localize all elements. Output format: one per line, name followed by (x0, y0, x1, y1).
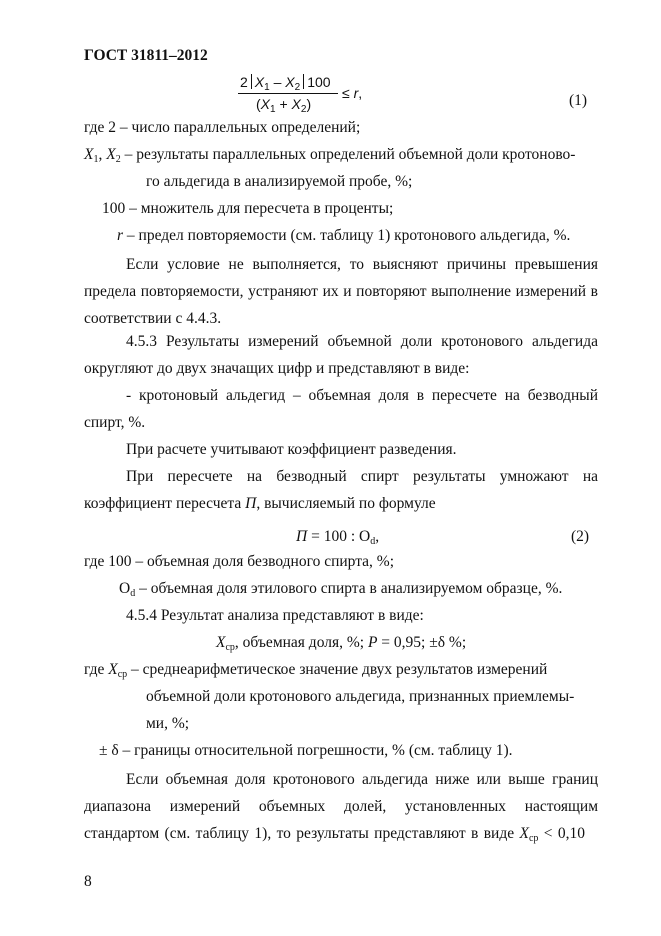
def-line-xsr-cont2: ми, %; (146, 715, 190, 732)
var-pi: П (296, 528, 308, 545)
para1-line3: соответствии с 4.4.3. (84, 310, 222, 327)
text-part: , вычисляемый по формуле (256, 495, 436, 512)
result-expression (216, 634, 466, 652)
def-line-x1x2 (84, 146, 575, 164)
var-r: r (117, 227, 124, 244)
paren-open: ( (256, 96, 261, 112)
para4-line1: При расчете учитывают коэффициент разведения. (126, 441, 457, 458)
sub-1: 1 (264, 82, 270, 93)
var-x2: X (106, 146, 116, 163)
plus-sign: + (275, 96, 292, 112)
var-x: X (108, 661, 118, 678)
para7-line3-text (84, 825, 585, 843)
den-sub-1: 1 (270, 104, 276, 115)
sub-sr: ср (117, 669, 128, 680)
fraction-bar (238, 93, 338, 94)
leq-sign: ≤ (342, 85, 354, 101)
sub-sr: ср (225, 642, 235, 653)
var-x2: X (285, 74, 295, 90)
para5-line1: При пересчете на безводный спирт результаты умножают на (126, 468, 598, 485)
numerator-coefficient: 2 (240, 74, 248, 90)
def-line-100: 100 – множитель для пересчета в проценты; (102, 200, 394, 217)
sub-d: d (370, 536, 376, 547)
def-text: – объемная доля этилового спирта в анализируемом образце, %. (135, 580, 563, 597)
sub-2: 2 (115, 154, 121, 165)
para7-line1: Если объемная доля кротонового альдегида ниже или выше границ (126, 771, 598, 788)
def-text: – среднеарифметическое значение двух результатов измерений (127, 661, 548, 678)
minus-sign: – (269, 74, 286, 90)
para1-line1: Если условие не выполняется, то выясняют причины превышения (126, 256, 598, 273)
def-line-2-count: где 2 – число параллельных определений; (84, 119, 361, 136)
para7-line3 (84, 825, 598, 843)
formula-1-number: (1) (569, 92, 588, 109)
var-pi: П (245, 495, 257, 512)
para3-line2: спирт, %. (84, 414, 146, 431)
formula-1-denominator (256, 95, 311, 113)
def-line-xsr-cont1: объемной доли кротонового альдегида, признанных приемлемы- (146, 688, 575, 705)
den-var-x1: X (260, 96, 271, 112)
para3-line1: - кротоновый альдегид – объемная доля в пересчете на безводный (126, 387, 598, 404)
var-x1: X (254, 74, 265, 90)
para2-line2: округляют до двух значащих цифр и представляют в виде: (84, 360, 470, 377)
abs-bar-left (251, 74, 252, 89)
text-part: коэффициент пересчета (84, 495, 246, 512)
text-part: = 0,95; ±δ %; (377, 634, 467, 651)
comma: , (375, 528, 380, 545)
formula-2-body: = 100 : O (307, 528, 371, 545)
sub-sr: ср (528, 833, 539, 844)
text-part: где (84, 661, 109, 678)
def-line-100-anhydrous: где 100 – объемная доля безводного спирта, %; (84, 553, 395, 570)
text-part: , объемная доля, %; (234, 634, 368, 651)
para5-line2 (84, 495, 436, 513)
para2-line1: 4.5.3 Результаты измерений объемной доли кротонового альдегида (126, 333, 598, 350)
var-r: r (353, 85, 359, 101)
text-part: < 0,10 (538, 825, 586, 842)
var-x1: X (84, 146, 94, 163)
abs-bar-right (303, 74, 304, 89)
var-o: O (119, 580, 131, 597)
var-x: X (216, 634, 226, 651)
den-sub-2: 2 (300, 104, 307, 115)
sub-d: d (130, 588, 136, 599)
def-line-od (119, 580, 562, 598)
text-part: стандартом (см. таблицу 1), то результаты представляют в виде (84, 825, 520, 842)
def-line-delta: ± δ – границы относительной погрешности, % (см. таблицу 1). (99, 742, 513, 759)
def-line-r (117, 227, 570, 245)
para1-line2: предела повторяемости, устраняют их и повторяют выполнение измерений в (84, 283, 598, 300)
separator: , (98, 146, 107, 163)
paren-close: ) (306, 96, 312, 112)
comma: , (358, 85, 363, 101)
formula-1-rhs (342, 84, 362, 102)
den-var-x2: X (291, 96, 301, 112)
def-text: – результаты параллельных определений объемной доли кротоново- (120, 146, 576, 163)
formula-2-number: (2) (571, 528, 590, 545)
sub-1: 1 (93, 154, 99, 165)
formula-2 (296, 528, 379, 546)
para7-line2: диапазона измерений объемных долей, установленных настоящим (84, 798, 598, 815)
sub-2: 2 (294, 82, 301, 93)
def-line-x1x2-cont: го альдегида в анализируемой пробе, %; (146, 173, 413, 190)
para6-line1: 4.5.4 Результат анализа представляют в виде: (126, 607, 424, 624)
var-p: P (367, 634, 378, 651)
def-text: – предел повторяемости (см. таблицу 1) кротонового альдегида, %. (123, 227, 571, 244)
page-number: 8 (84, 873, 92, 890)
formula-1-numerator (240, 73, 331, 91)
document-header: ГОСТ 31811–2012 (84, 47, 208, 64)
var-x: X (519, 825, 529, 842)
numerator-100: 100 (307, 74, 331, 90)
def-line-xsr (84, 661, 547, 679)
